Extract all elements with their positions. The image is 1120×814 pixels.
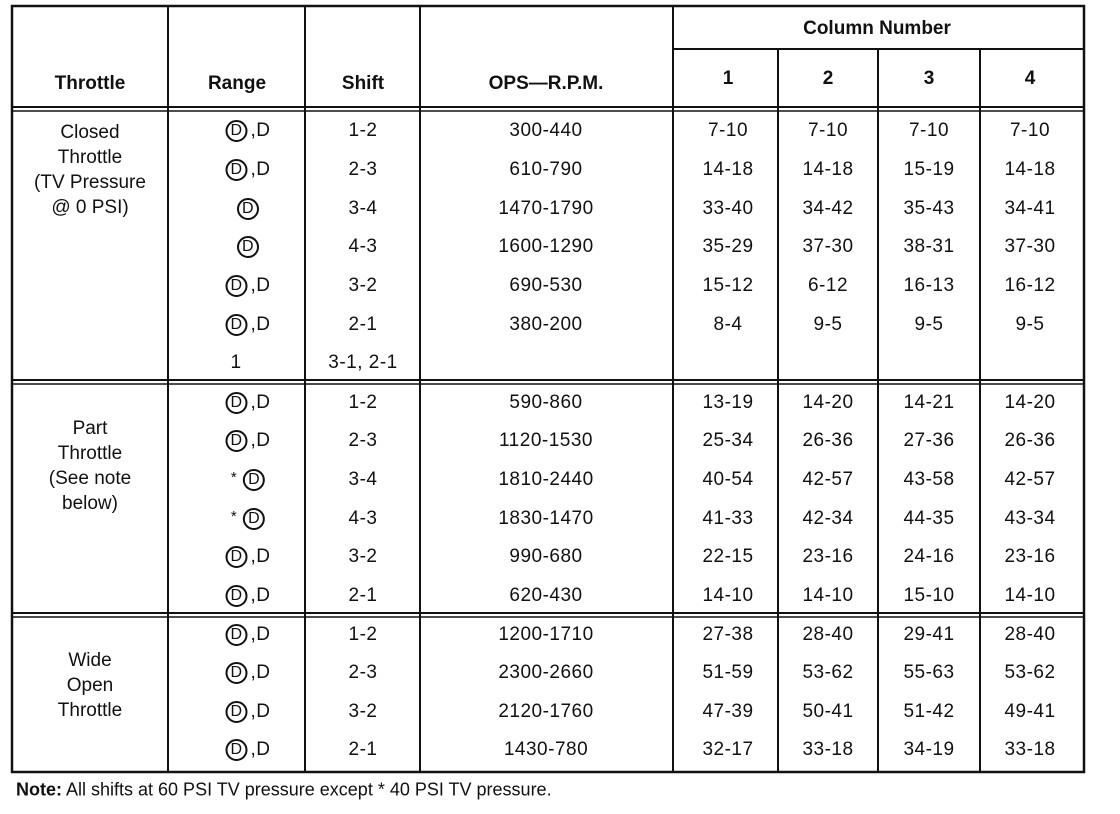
circled-d-icon: D <box>226 430 248 452</box>
column-4-cell: 26-36 <box>1004 430 1056 451</box>
column-1-cell: 32-17 <box>702 739 754 760</box>
column-2-cell: 42-57 <box>802 469 854 490</box>
circled-d-icon: D <box>226 662 248 684</box>
ops-rpm-cell: 690-530 <box>509 275 583 296</box>
column-4-cell: 16-12 <box>1004 275 1056 296</box>
column-3-cell: 44-35 <box>903 508 955 529</box>
group-label-line: Wide <box>68 650 112 671</box>
shift-cell: 3-2 <box>348 275 378 296</box>
column-4-cell: 14-18 <box>1004 159 1056 180</box>
range-suffix: ,D <box>250 430 271 451</box>
shift-cell: 3-2 <box>348 701 378 722</box>
header-col-3: 3 <box>923 68 935 89</box>
column-4-cell: 9-5 <box>1015 314 1045 335</box>
note-label: Note: <box>16 779 62 800</box>
circled-d-icon: D <box>226 159 248 181</box>
shift-cell: 1-2 <box>348 624 378 645</box>
range-cell <box>230 352 241 374</box>
column-2-cell: 50-41 <box>802 701 854 722</box>
circled-d-icon: D <box>237 236 259 258</box>
column-4-cell: 14-10 <box>1004 585 1056 606</box>
ops-rpm-cell: 300-440 <box>509 120 583 141</box>
range-suffix: ,D <box>250 701 271 722</box>
ops-rpm-cell: 1120-1530 <box>499 430 593 451</box>
shift-cell: 2-3 <box>348 662 378 683</box>
column-3-cell: 29-41 <box>903 624 955 645</box>
shift-cell: 4-3 <box>348 508 378 529</box>
column-2-cell: 23-16 <box>802 546 854 567</box>
range-cell <box>226 546 271 568</box>
shift-cell: 3-1, 2-1 <box>328 352 398 373</box>
asterisk-mark: * <box>230 468 238 486</box>
ops-rpm-cell: 1810-2440 <box>498 469 594 490</box>
footnote <box>16 780 552 801</box>
ops-rpm-cell: 590-860 <box>509 392 583 413</box>
shift-cell: 2-3 <box>348 430 378 451</box>
column-4-cell: 42-57 <box>1004 469 1056 490</box>
column-1-cell: 15-12 <box>702 275 754 296</box>
column-2-cell: 14-10 <box>802 585 854 606</box>
range-suffix: ,D <box>250 120 271 141</box>
group-label-line: Closed <box>60 122 120 143</box>
shift-cell: 3-4 <box>348 198 378 219</box>
column-4-cell: 43-34 <box>1004 508 1056 529</box>
ops-rpm-cell: 1430-780 <box>503 739 589 760</box>
circled-d-icon: D <box>243 469 265 491</box>
column-1-cell: 7-10 <box>707 120 749 141</box>
circled-d-icon: D <box>226 546 248 568</box>
column-1-cell: 8-4 <box>713 314 743 335</box>
header-shift: Shift <box>341 73 385 94</box>
column-3-cell: 14-21 <box>903 392 955 413</box>
ops-rpm-cell: 1600-1290 <box>498 236 594 257</box>
range-suffix: ,D <box>250 159 271 180</box>
header-throttle: Throttle <box>54 73 126 94</box>
circled-d-icon: D <box>226 624 248 646</box>
column-3-cell: 43-58 <box>903 469 955 490</box>
circled-d-icon: D <box>226 275 248 297</box>
circled-d-icon: D <box>237 198 259 220</box>
circled-d-icon: D <box>226 120 248 142</box>
range-suffix: ,D <box>250 314 271 335</box>
column-4-cell: 53-62 <box>1004 662 1056 683</box>
column-1-cell: 33-40 <box>702 198 754 219</box>
circled-d-icon: D <box>226 585 248 607</box>
group-label-line: Throttle <box>57 443 123 464</box>
group-label <box>15 416 165 516</box>
column-2-cell: 26-36 <box>802 430 854 451</box>
column-2-cell: 14-18 <box>802 159 854 180</box>
header-column-number: Column Number <box>803 18 951 39</box>
column-4-cell: 28-40 <box>1004 624 1056 645</box>
header-ops-rpm: OPS—R.P.M. <box>488 73 604 94</box>
circled-d-icon: D <box>226 701 248 723</box>
header-range: Range <box>207 73 267 94</box>
range-cell <box>226 275 271 297</box>
column-1-cell: 22-15 <box>702 546 754 567</box>
ops-rpm-cell: 990-680 <box>509 546 583 567</box>
group-label-line: below) <box>62 493 118 514</box>
range-cell <box>237 236 259 258</box>
range-suffix: ,D <box>250 739 271 760</box>
circled-d-icon: D <box>243 508 265 530</box>
range-suffix: ,D <box>250 624 271 645</box>
column-3-cell: 38-31 <box>903 236 955 257</box>
column-2-cell: 42-34 <box>802 508 854 529</box>
shift-cell: 2-3 <box>348 159 378 180</box>
column-1-cell: 14-10 <box>702 585 754 606</box>
header-col-2: 2 <box>822 68 834 89</box>
shift-cell: 2-1 <box>348 739 378 760</box>
range-cell <box>226 739 271 761</box>
ops-rpm-cell: 2120-1760 <box>498 701 594 722</box>
column-3-cell: 16-13 <box>903 275 955 296</box>
ops-rpm-cell: 1200-1710 <box>498 624 594 645</box>
column-1-cell: 25-34 <box>702 430 754 451</box>
range-cell <box>237 198 259 220</box>
group-label <box>15 120 165 220</box>
range-cell <box>226 120 271 142</box>
range-cell <box>226 624 271 646</box>
column-2-cell: 28-40 <box>802 624 854 645</box>
range-suffix: ,D <box>250 662 271 683</box>
column-3-cell: 15-19 <box>903 159 955 180</box>
column-1-cell: 41-33 <box>702 508 754 529</box>
column-4-cell: 7-10 <box>1009 120 1051 141</box>
shift-cell: 1-2 <box>348 392 378 413</box>
column-2-cell: 34-42 <box>802 198 854 219</box>
column-3-cell: 55-63 <box>903 662 955 683</box>
column-1-cell: 35-29 <box>702 236 754 257</box>
group-label-line: Throttle <box>57 147 123 168</box>
group-label-line: Open <box>66 675 114 696</box>
shift-cell: 2-1 <box>348 585 378 606</box>
column-4-cell: 33-18 <box>1004 739 1056 760</box>
group-label-line: @ 0 PSI) <box>51 197 129 218</box>
range-cell <box>231 469 265 491</box>
ops-rpm-cell: 610-790 <box>509 159 583 180</box>
range-text: 1 <box>230 352 242 373</box>
column-1-cell: 27-38 <box>702 624 754 645</box>
note-text: All shifts at 60 PSI TV pressure except * 40 PSI TV pressure. <box>62 779 552 800</box>
range-suffix: ,D <box>250 275 271 296</box>
column-3-cell: 24-16 <box>903 546 955 567</box>
circled-d-icon: D <box>226 739 248 761</box>
ops-rpm-cell: 2300-2660 <box>498 662 594 683</box>
range-cell <box>226 159 271 181</box>
group-label <box>15 648 165 723</box>
circled-d-icon: D <box>226 314 248 336</box>
column-3-cell: 15-10 <box>903 585 955 606</box>
column-2-cell: 37-30 <box>802 236 854 257</box>
group-label-line: Throttle <box>57 700 123 721</box>
ops-rpm-cell: 620-430 <box>509 585 583 606</box>
range-suffix: ,D <box>250 585 271 606</box>
column-1-cell: 13-19 <box>702 392 754 413</box>
group-label-line: (See note <box>48 468 132 489</box>
column-2-cell: 7-10 <box>807 120 849 141</box>
column-1-cell: 47-39 <box>702 701 754 722</box>
column-4-cell: 37-30 <box>1004 236 1056 257</box>
column-4-cell: 23-16 <box>1004 546 1056 567</box>
column-1-cell: 14-18 <box>702 159 754 180</box>
column-2-cell: 53-62 <box>802 662 854 683</box>
shift-cell: 3-4 <box>348 469 378 490</box>
range-cell <box>226 662 271 684</box>
column-4-cell: 49-41 <box>1004 701 1056 722</box>
range-suffix: ,D <box>250 546 271 567</box>
shift-cell: 3-2 <box>348 546 378 567</box>
column-2-cell: 9-5 <box>813 314 843 335</box>
range-cell <box>226 314 271 336</box>
group-label-line: Part <box>72 418 108 439</box>
circled-d-icon: D <box>226 392 248 414</box>
shift-cell: 4-3 <box>348 236 378 257</box>
column-3-cell: 7-10 <box>908 120 950 141</box>
range-cell <box>226 392 271 414</box>
ops-rpm-cell: 1830-1470 <box>498 508 594 529</box>
column-2-cell: 33-18 <box>802 739 854 760</box>
column-2-cell: 14-20 <box>802 392 854 413</box>
ops-rpm-cell: 1470-1790 <box>498 198 594 219</box>
column-2-cell: 6-12 <box>807 275 849 296</box>
header-col-1: 1 <box>722 68 734 89</box>
column-3-cell: 51-42 <box>903 701 955 722</box>
column-4-cell: 14-20 <box>1004 392 1056 413</box>
column-4-cell: 34-41 <box>1004 198 1056 219</box>
range-suffix: ,D <box>250 392 271 413</box>
header-col-4: 4 <box>1024 68 1036 89</box>
shift-cell: 1-2 <box>348 120 378 141</box>
column-3-cell: 27-36 <box>903 430 955 451</box>
column-1-cell: 51-59 <box>702 662 754 683</box>
range-cell <box>226 430 271 452</box>
shift-cell: 2-1 <box>348 314 378 335</box>
ops-rpm-cell: 380-200 <box>509 314 583 335</box>
asterisk-mark: * <box>230 507 238 525</box>
column-3-cell: 34-19 <box>903 739 955 760</box>
range-cell <box>226 585 271 607</box>
range-cell <box>231 508 265 530</box>
range-cell <box>226 701 271 723</box>
column-3-cell: 9-5 <box>914 314 944 335</box>
column-1-cell: 40-54 <box>702 469 754 490</box>
column-3-cell: 35-43 <box>903 198 955 219</box>
group-label-line: (TV Pressure <box>34 172 146 193</box>
